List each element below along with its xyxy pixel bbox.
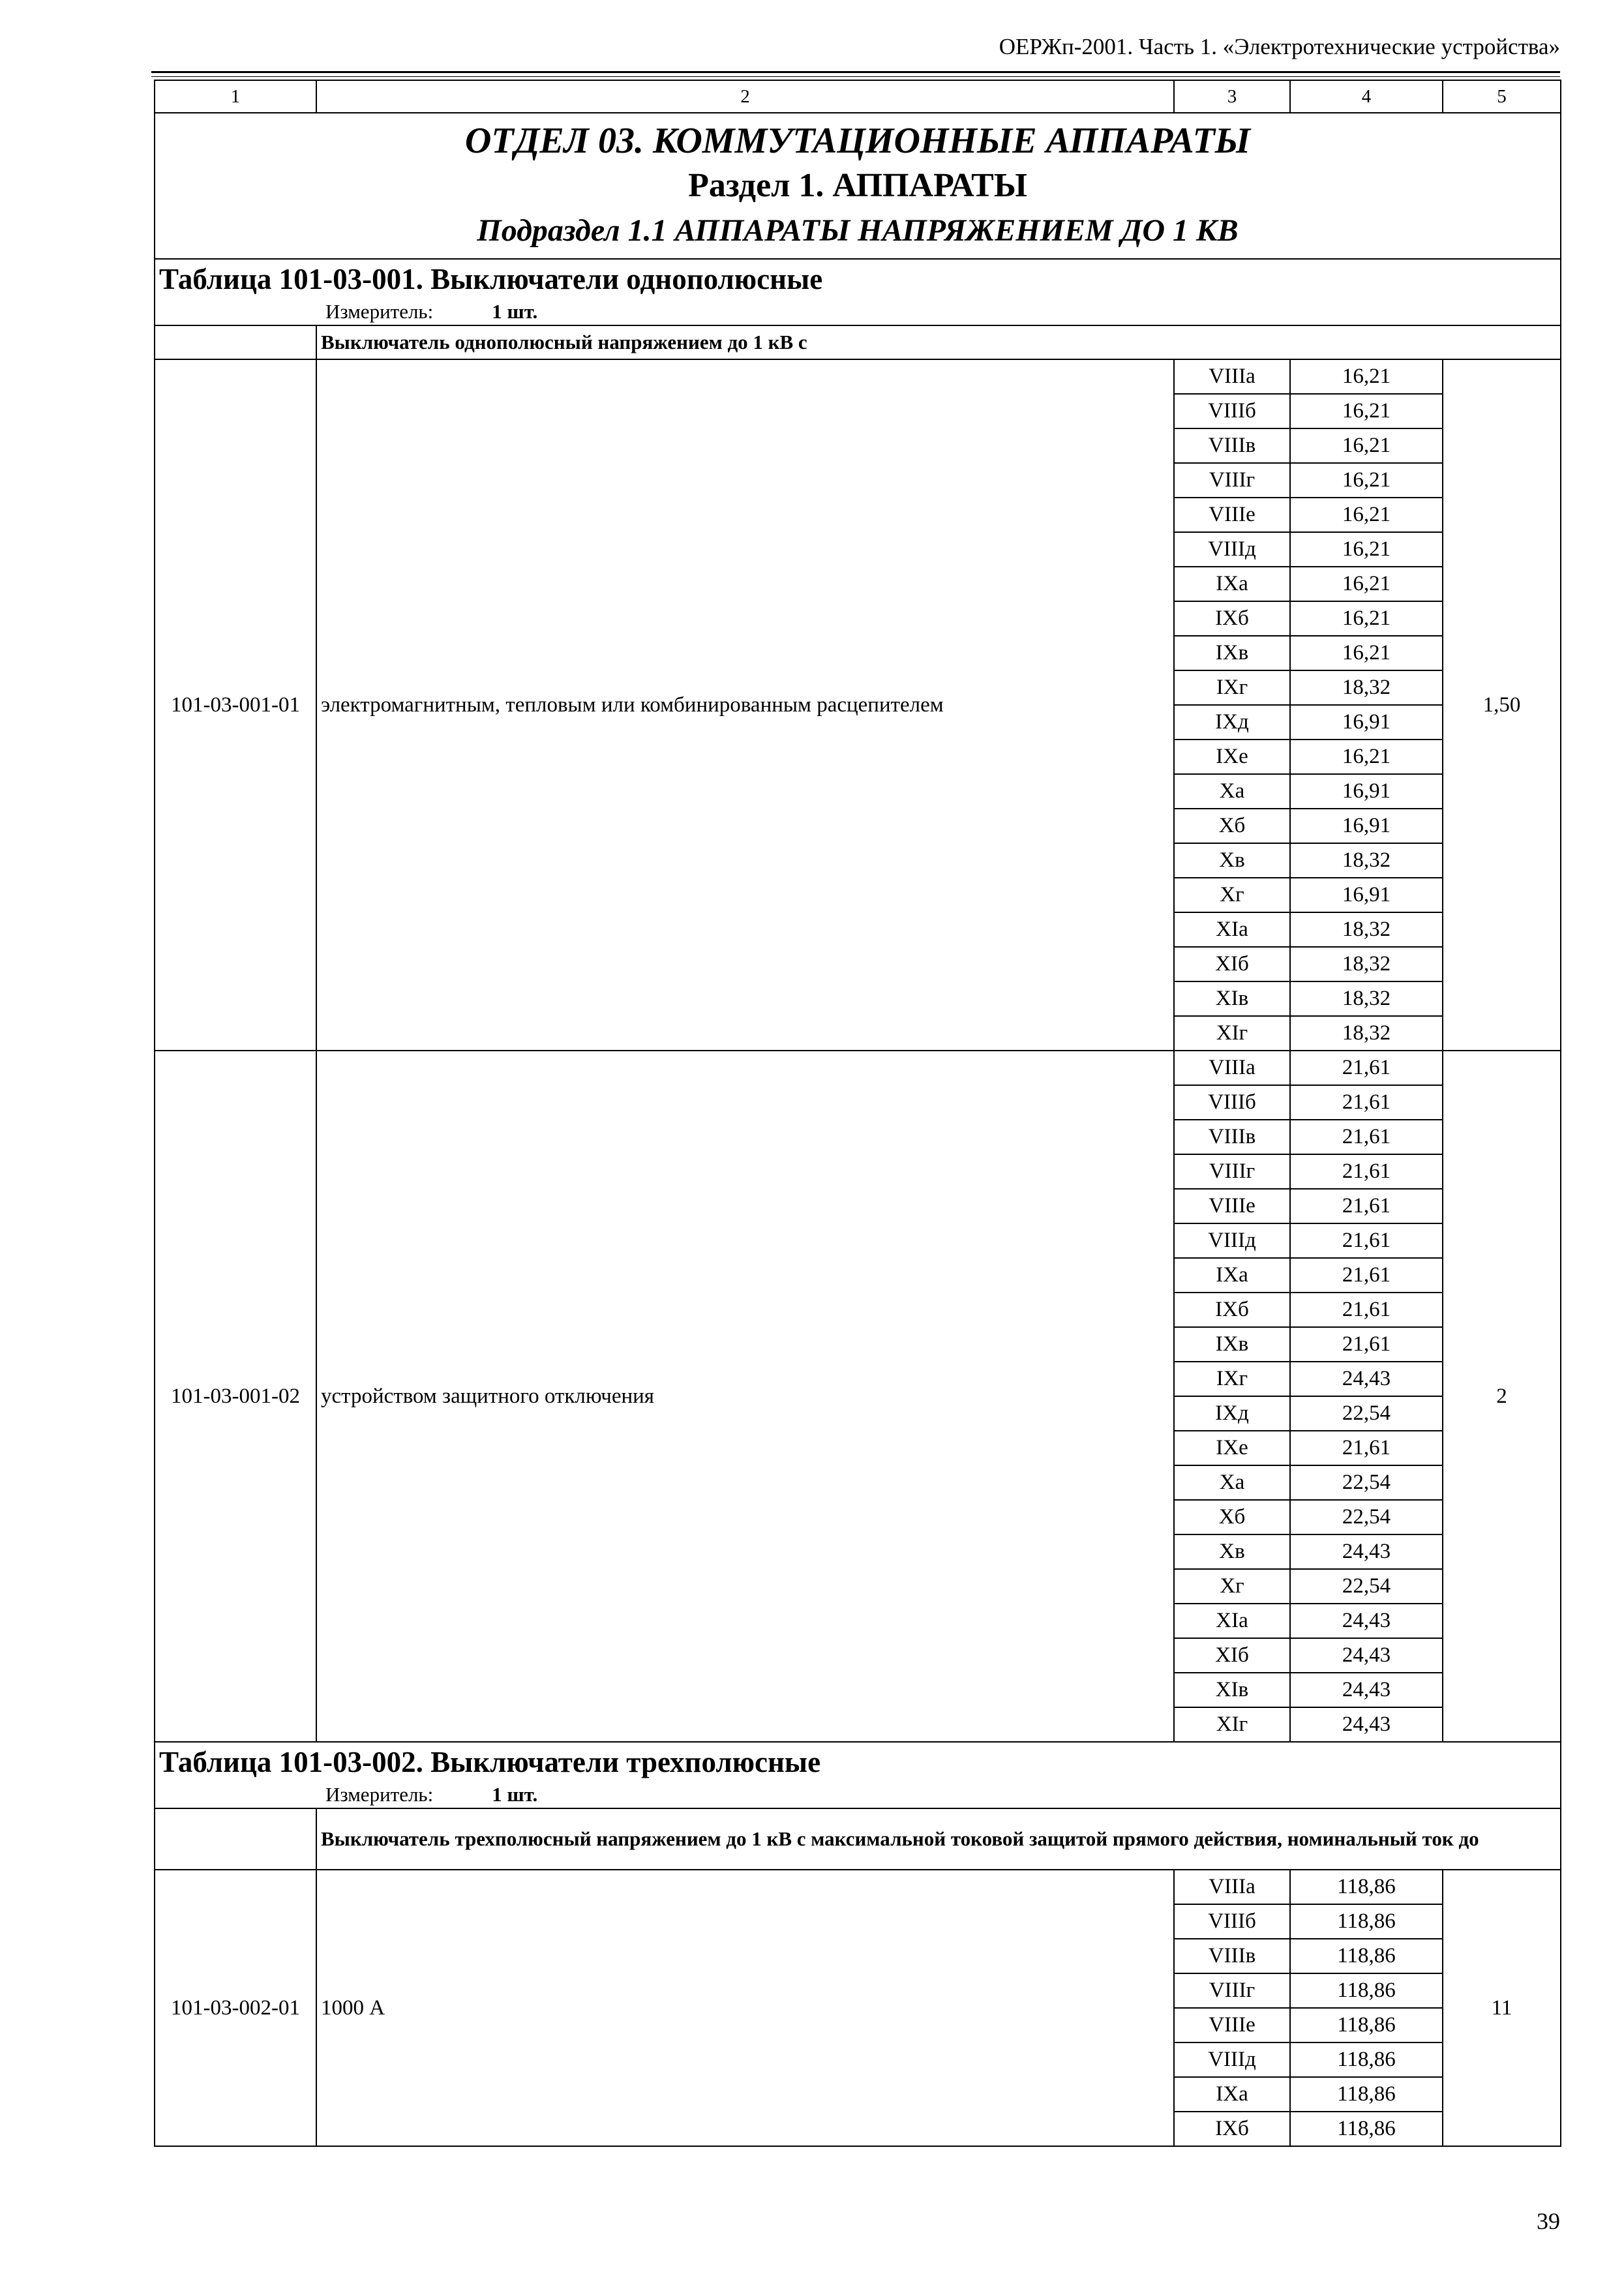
zone-cell: Xг — [1174, 1569, 1290, 1604]
price-cell: 118,86 — [1290, 1939, 1443, 1973]
zone-cell: VIIIе — [1174, 498, 1290, 532]
price-cell: 18,32 — [1290, 1016, 1443, 1051]
zone-cell: XIб — [1174, 947, 1290, 981]
measure-label: Измеритель: — [325, 300, 434, 323]
price-cell: 22,54 — [1290, 1396, 1443, 1431]
zone-cell: Xв — [1174, 1534, 1290, 1569]
group-title: Выключатель трехполюсный напряжением до 1 кВ с максимальной токовой защитой прямого действия, номинальный ток до — [316, 1808, 1561, 1870]
price-cell: 118,86 — [1290, 2077, 1443, 2112]
price-cell: 21,61 — [1290, 1327, 1443, 1362]
zone-cell: XIг — [1174, 1016, 1290, 1051]
zone-cell: Xб — [1174, 809, 1290, 843]
table-header-cell — [155, 259, 1561, 325]
zone-cell: Xв — [1174, 843, 1290, 878]
zone-cell: Xа — [1174, 774, 1290, 809]
price-cell: 16,21 — [1290, 359, 1443, 394]
price-cell: 118,86 — [1290, 2042, 1443, 2077]
zone-cell: VIIIа — [1174, 1870, 1290, 1904]
measure-unit: 1 шт. — [492, 1783, 538, 1806]
rates-table — [154, 80, 1561, 2147]
rate-code: 101-03-001-01 — [155, 359, 316, 1051]
column-number: 1 — [155, 80, 316, 113]
zone-cell: IXг — [1174, 670, 1290, 705]
zone-cell: XIа — [1174, 912, 1290, 947]
price-cell: 118,86 — [1290, 1870, 1443, 1904]
zone-cell: IXв — [1174, 1327, 1290, 1362]
running-header: ОЕРЖп-2001. Часть 1. «Электротехнические устройства» — [999, 34, 1560, 59]
zone-cell: XIв — [1174, 981, 1290, 1016]
measure-line — [159, 299, 1556, 325]
section-title: Раздел 1. АППАРАТЫ — [688, 167, 1027, 204]
zone-cell: IXа — [1174, 1258, 1290, 1293]
rate-code: 101-03-001-02 — [155, 1051, 316, 1742]
zone-cell: IXд — [1174, 1396, 1290, 1431]
price-cell: 16,21 — [1290, 740, 1443, 774]
zone-cell: XIа — [1174, 1604, 1290, 1638]
price-cell: 21,61 — [1290, 1154, 1443, 1189]
zone-cell: IXе — [1174, 740, 1290, 774]
price-cell: 22,54 — [1290, 1569, 1443, 1604]
column-number: 2 — [316, 80, 1174, 113]
rates-table-body — [155, 80, 1561, 2146]
price-cell: 22,54 — [1290, 1465, 1443, 1500]
price-cell: 24,43 — [1290, 1604, 1443, 1638]
price-cell: 21,61 — [1290, 1120, 1443, 1154]
price-cell: 16,91 — [1290, 809, 1443, 843]
zone-cell: VIIIб — [1174, 1904, 1290, 1939]
zone-cell: IXб — [1174, 1293, 1290, 1327]
rate-description: электромагнитным, тепловым или комбинированным расцепителем — [316, 359, 1174, 1051]
zone-cell: VIIIа — [1174, 1051, 1290, 1085]
price-cell: 16,21 — [1290, 498, 1443, 532]
column-number-row — [155, 80, 1561, 113]
zone-cell: VIIIд — [1174, 1223, 1290, 1258]
zone-cell: VIIIб — [1174, 1085, 1290, 1120]
price-cell: 18,32 — [1290, 947, 1443, 981]
price-cell: 18,32 — [1290, 843, 1443, 878]
price-cell: 21,61 — [1290, 1085, 1443, 1120]
labor-cost: 11 — [1443, 1870, 1561, 2146]
column-number: 5 — [1443, 80, 1561, 113]
zone-cell: VIIIг — [1174, 463, 1290, 498]
price-cell: 18,32 — [1290, 670, 1443, 705]
price-cell: 24,43 — [1290, 1638, 1443, 1673]
price-cell: 21,61 — [1290, 1258, 1443, 1293]
header-rule-thin — [151, 76, 1560, 77]
zone-cell: IXб — [1174, 2112, 1290, 2146]
zone-cell: IXе — [1174, 1431, 1290, 1465]
price-cell: 22,54 — [1290, 1500, 1443, 1534]
price-cell: 16,91 — [1290, 774, 1443, 809]
zone-cell: IXа — [1174, 567, 1290, 601]
zone-cell: VIIIв — [1174, 1939, 1290, 1973]
zone-cell: VIIIг — [1174, 1154, 1290, 1189]
price-cell: 16,21 — [1290, 601, 1443, 636]
rate-description: 1000 А — [316, 1870, 1174, 2146]
table-header-row — [155, 259, 1561, 325]
price-cell: 24,43 — [1290, 1534, 1443, 1569]
price-cell: 24,43 — [1290, 1673, 1443, 1707]
zone-cell: VIIIа — [1174, 359, 1290, 394]
zone-cell: VIIIб — [1174, 394, 1290, 428]
section-title-row — [155, 113, 1561, 259]
zone-cell: XIг — [1174, 1707, 1290, 1742]
labor-cost: 2 — [1443, 1051, 1561, 1742]
subsection-title: Подраздел 1.1 АППАРАТЫ НАПРЯЖЕНИЕМ ДО 1 КВ — [477, 213, 1239, 248]
zone-cell: VIIIд — [1174, 2042, 1290, 2077]
price-cell: 16,21 — [1290, 567, 1443, 601]
zone-cell: VIIIе — [1174, 1189, 1290, 1223]
price-cell: 16,21 — [1290, 463, 1443, 498]
price-cell: 21,61 — [1290, 1293, 1443, 1327]
price-cell: 118,86 — [1290, 2008, 1443, 2042]
group-title-row — [155, 1808, 1561, 1870]
price-cell: 16,21 — [1290, 394, 1443, 428]
price-cell: 16,91 — [1290, 705, 1443, 740]
measure-line — [159, 1782, 1556, 1808]
rate-code: 101-03-002-01 — [155, 1870, 316, 2146]
column-number: 3 — [1174, 80, 1290, 113]
price-cell: 21,61 — [1290, 1223, 1443, 1258]
rate-description: устройством защитного отключения — [316, 1051, 1174, 1742]
price-cell: 18,32 — [1290, 912, 1443, 947]
table-header-cell — [155, 1742, 1561, 1808]
price-cell: 118,86 — [1290, 1904, 1443, 1939]
zone-cell: IXг — [1174, 1362, 1290, 1396]
group-title-spacer — [155, 1808, 316, 1870]
header-rule — [151, 71, 1560, 73]
price-cell: 24,43 — [1290, 1707, 1443, 1742]
table-row — [155, 359, 1561, 394]
zone-cell: VIIIд — [1174, 532, 1290, 567]
zone-cell: Xб — [1174, 1500, 1290, 1534]
price-cell: 24,43 — [1290, 1362, 1443, 1396]
zone-cell: IXв — [1174, 636, 1290, 670]
measure-unit: 1 шт. — [492, 300, 538, 323]
price-cell: 16,21 — [1290, 428, 1443, 463]
price-cell: 16,21 — [1290, 532, 1443, 567]
table-header-row — [155, 1742, 1561, 1808]
group-title-spacer — [155, 325, 316, 359]
price-cell: 16,91 — [1290, 878, 1443, 912]
labor-cost: 1,50 — [1443, 359, 1561, 1051]
column-number: 4 — [1290, 80, 1443, 113]
zone-cell: IXб — [1174, 601, 1290, 636]
zone-cell: VIIIв — [1174, 1120, 1290, 1154]
price-cell: 21,61 — [1290, 1431, 1443, 1465]
price-cell: 118,86 — [1290, 2112, 1443, 2146]
price-cell: 21,61 — [1290, 1189, 1443, 1223]
zone-cell: IXа — [1174, 2077, 1290, 2112]
zone-cell: Xа — [1174, 1465, 1290, 1500]
page-number: 39 — [1537, 2208, 1560, 2234]
price-cell: 16,21 — [1290, 636, 1443, 670]
price-cell: 21,61 — [1290, 1051, 1443, 1085]
measure-label: Измеритель: — [325, 1783, 434, 1806]
table-row — [155, 1870, 1561, 1904]
group-title-row — [155, 325, 1561, 359]
price-cell: 118,86 — [1290, 1973, 1443, 2008]
price-cell: 18,32 — [1290, 981, 1443, 1016]
zone-cell: VIIIг — [1174, 1973, 1290, 2008]
zone-cell: Xг — [1174, 878, 1290, 912]
table-title: Таблица 101-03-002. Выключатели трехполюсные — [159, 1746, 821, 1778]
department-title: ОТДЕЛ 03. КОММУТАЦИОННЫЕ АППАРАТЫ — [464, 121, 1251, 161]
zone-cell: IXд — [1174, 705, 1290, 740]
table-row — [155, 1051, 1561, 1085]
zone-cell: XIв — [1174, 1673, 1290, 1707]
zone-cell: XIб — [1174, 1638, 1290, 1673]
table-title: Таблица 101-03-001. Выключатели однополюсные — [159, 263, 823, 295]
zone-cell: VIIIв — [1174, 428, 1290, 463]
group-title: Выключатель однополюсный напряжением до 1 кВ с — [316, 325, 1561, 359]
zone-cell: VIIIе — [1174, 2008, 1290, 2042]
